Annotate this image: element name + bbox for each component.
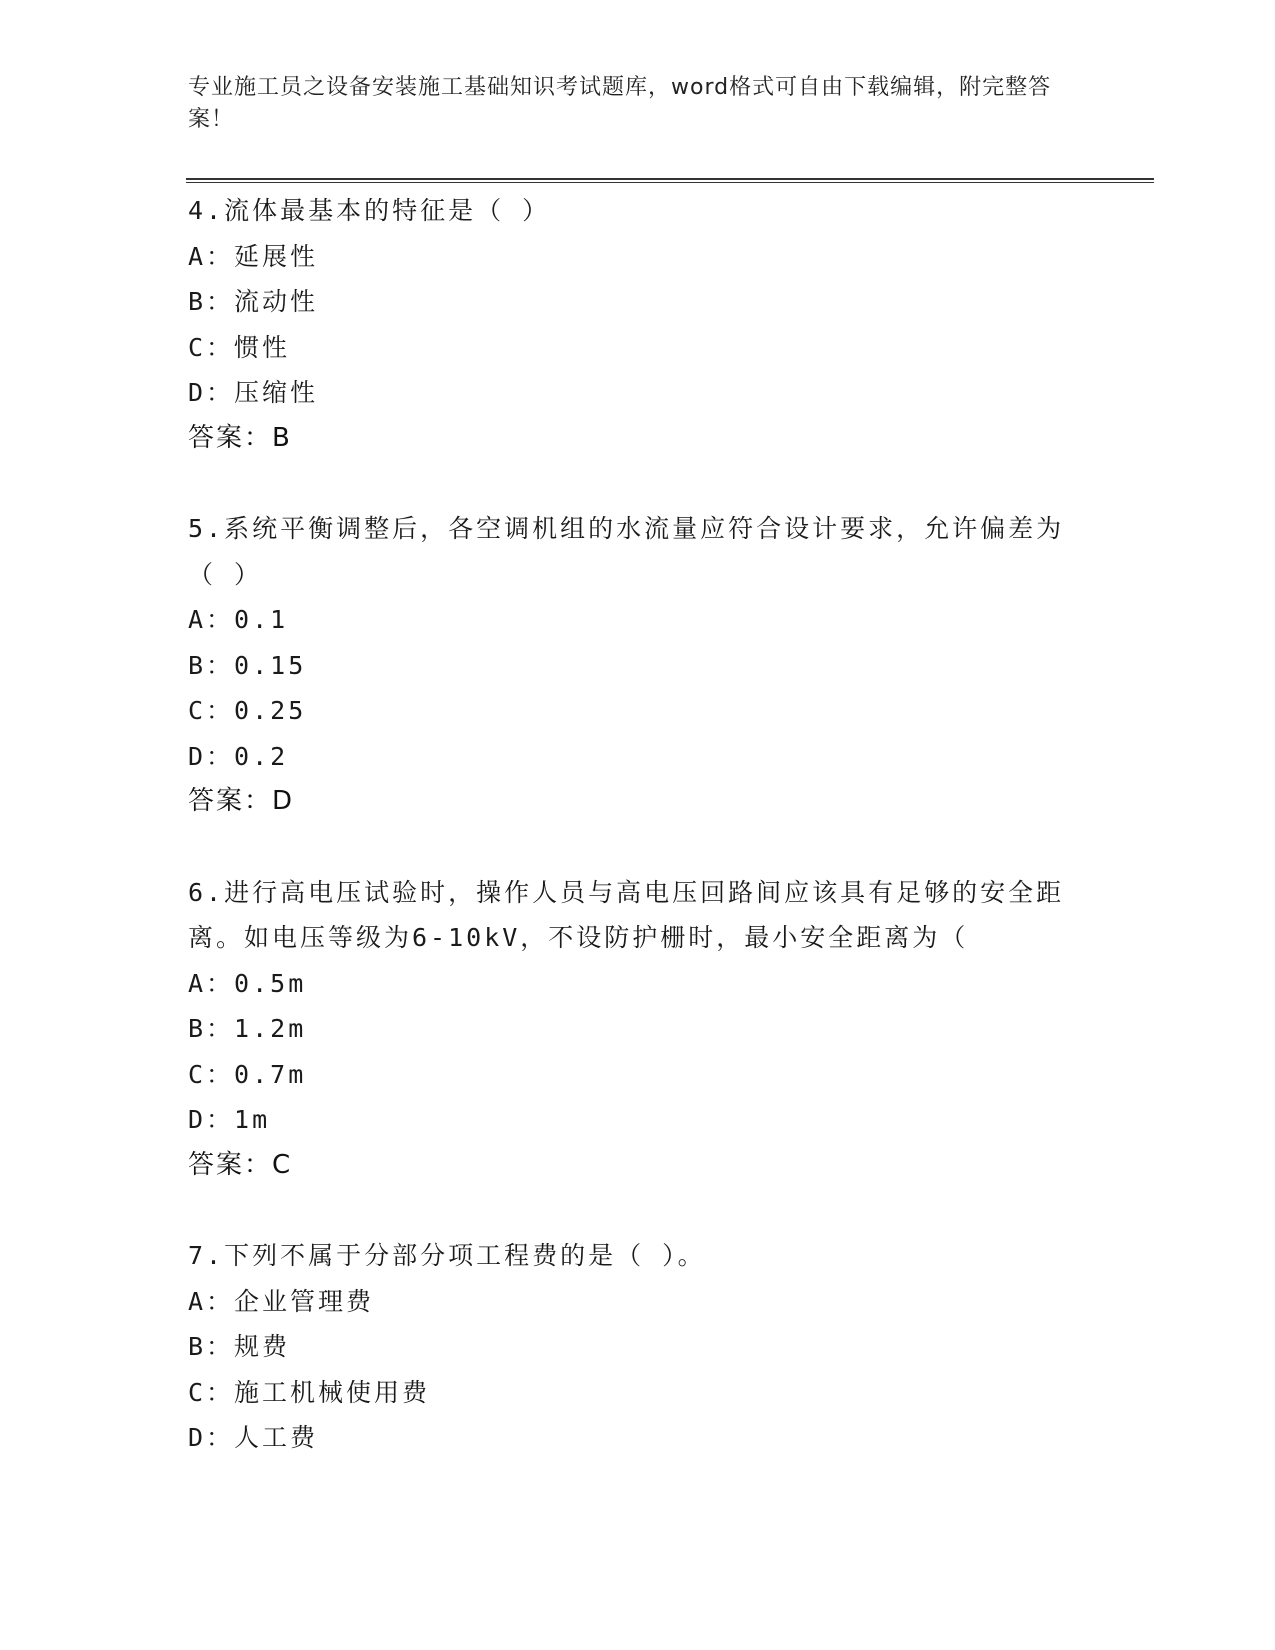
option-b: B：规费 <box>188 1332 291 1361</box>
question-6 <box>188 870 1148 1189</box>
document-header: 专业施工员之设备安装施工基础知识考试题库，word格式可自由下载编辑，附完整答案！ <box>188 75 1052 132</box>
option-a: A：企业管理费 <box>188 1286 375 1316</box>
option-b: B：0.15 <box>188 650 307 680</box>
option-b: B：流动性 <box>188 287 319 316</box>
answer: 答案：D <box>188 786 295 816</box>
header-divider <box>186 178 1154 183</box>
option-d: D：1m <box>188 1105 271 1134</box>
option-a: A：0.5m <box>188 968 307 998</box>
question-text: 4.流体最基本的特征是（ ） <box>188 196 551 225</box>
option-d: D：人工费 <box>188 1423 319 1452</box>
option-a: A：延展性 <box>188 241 319 271</box>
question-4 <box>188 188 1148 461</box>
question-5 <box>188 506 1148 825</box>
option-c: C：施工机械使用费 <box>188 1377 431 1407</box>
question-list <box>188 188 1148 1506</box>
option-c: C：0.7m <box>188 1059 307 1089</box>
option-b: B：1.2m <box>188 1014 307 1043</box>
option-c: C：惯性 <box>188 332 291 362</box>
answer: 答案：C <box>188 1149 293 1180</box>
option-c: C：0.25 <box>188 696 307 725</box>
option-a: A：0.1 <box>188 605 289 634</box>
question-7 <box>188 1233 1148 1461</box>
option-d: D：压缩性 <box>188 378 319 407</box>
question-text: 5.系统平衡调整后，各空调机组的水流量应符合设计要求，允许偏差为（ ） <box>188 514 1065 589</box>
question-text: 6.进行高电压试验时，操作人员与高电压回路间应该具有足够的安全距离。如电压等级为6-10kV，不设防护栅时，最小安全距离为（ <box>188 877 1065 952</box>
question-text: 7.下列不属于分部分项工程费的是（ ）。 <box>188 1241 706 1270</box>
answer: 答案：B <box>188 422 292 453</box>
option-d: D：0.2 <box>188 741 289 771</box>
